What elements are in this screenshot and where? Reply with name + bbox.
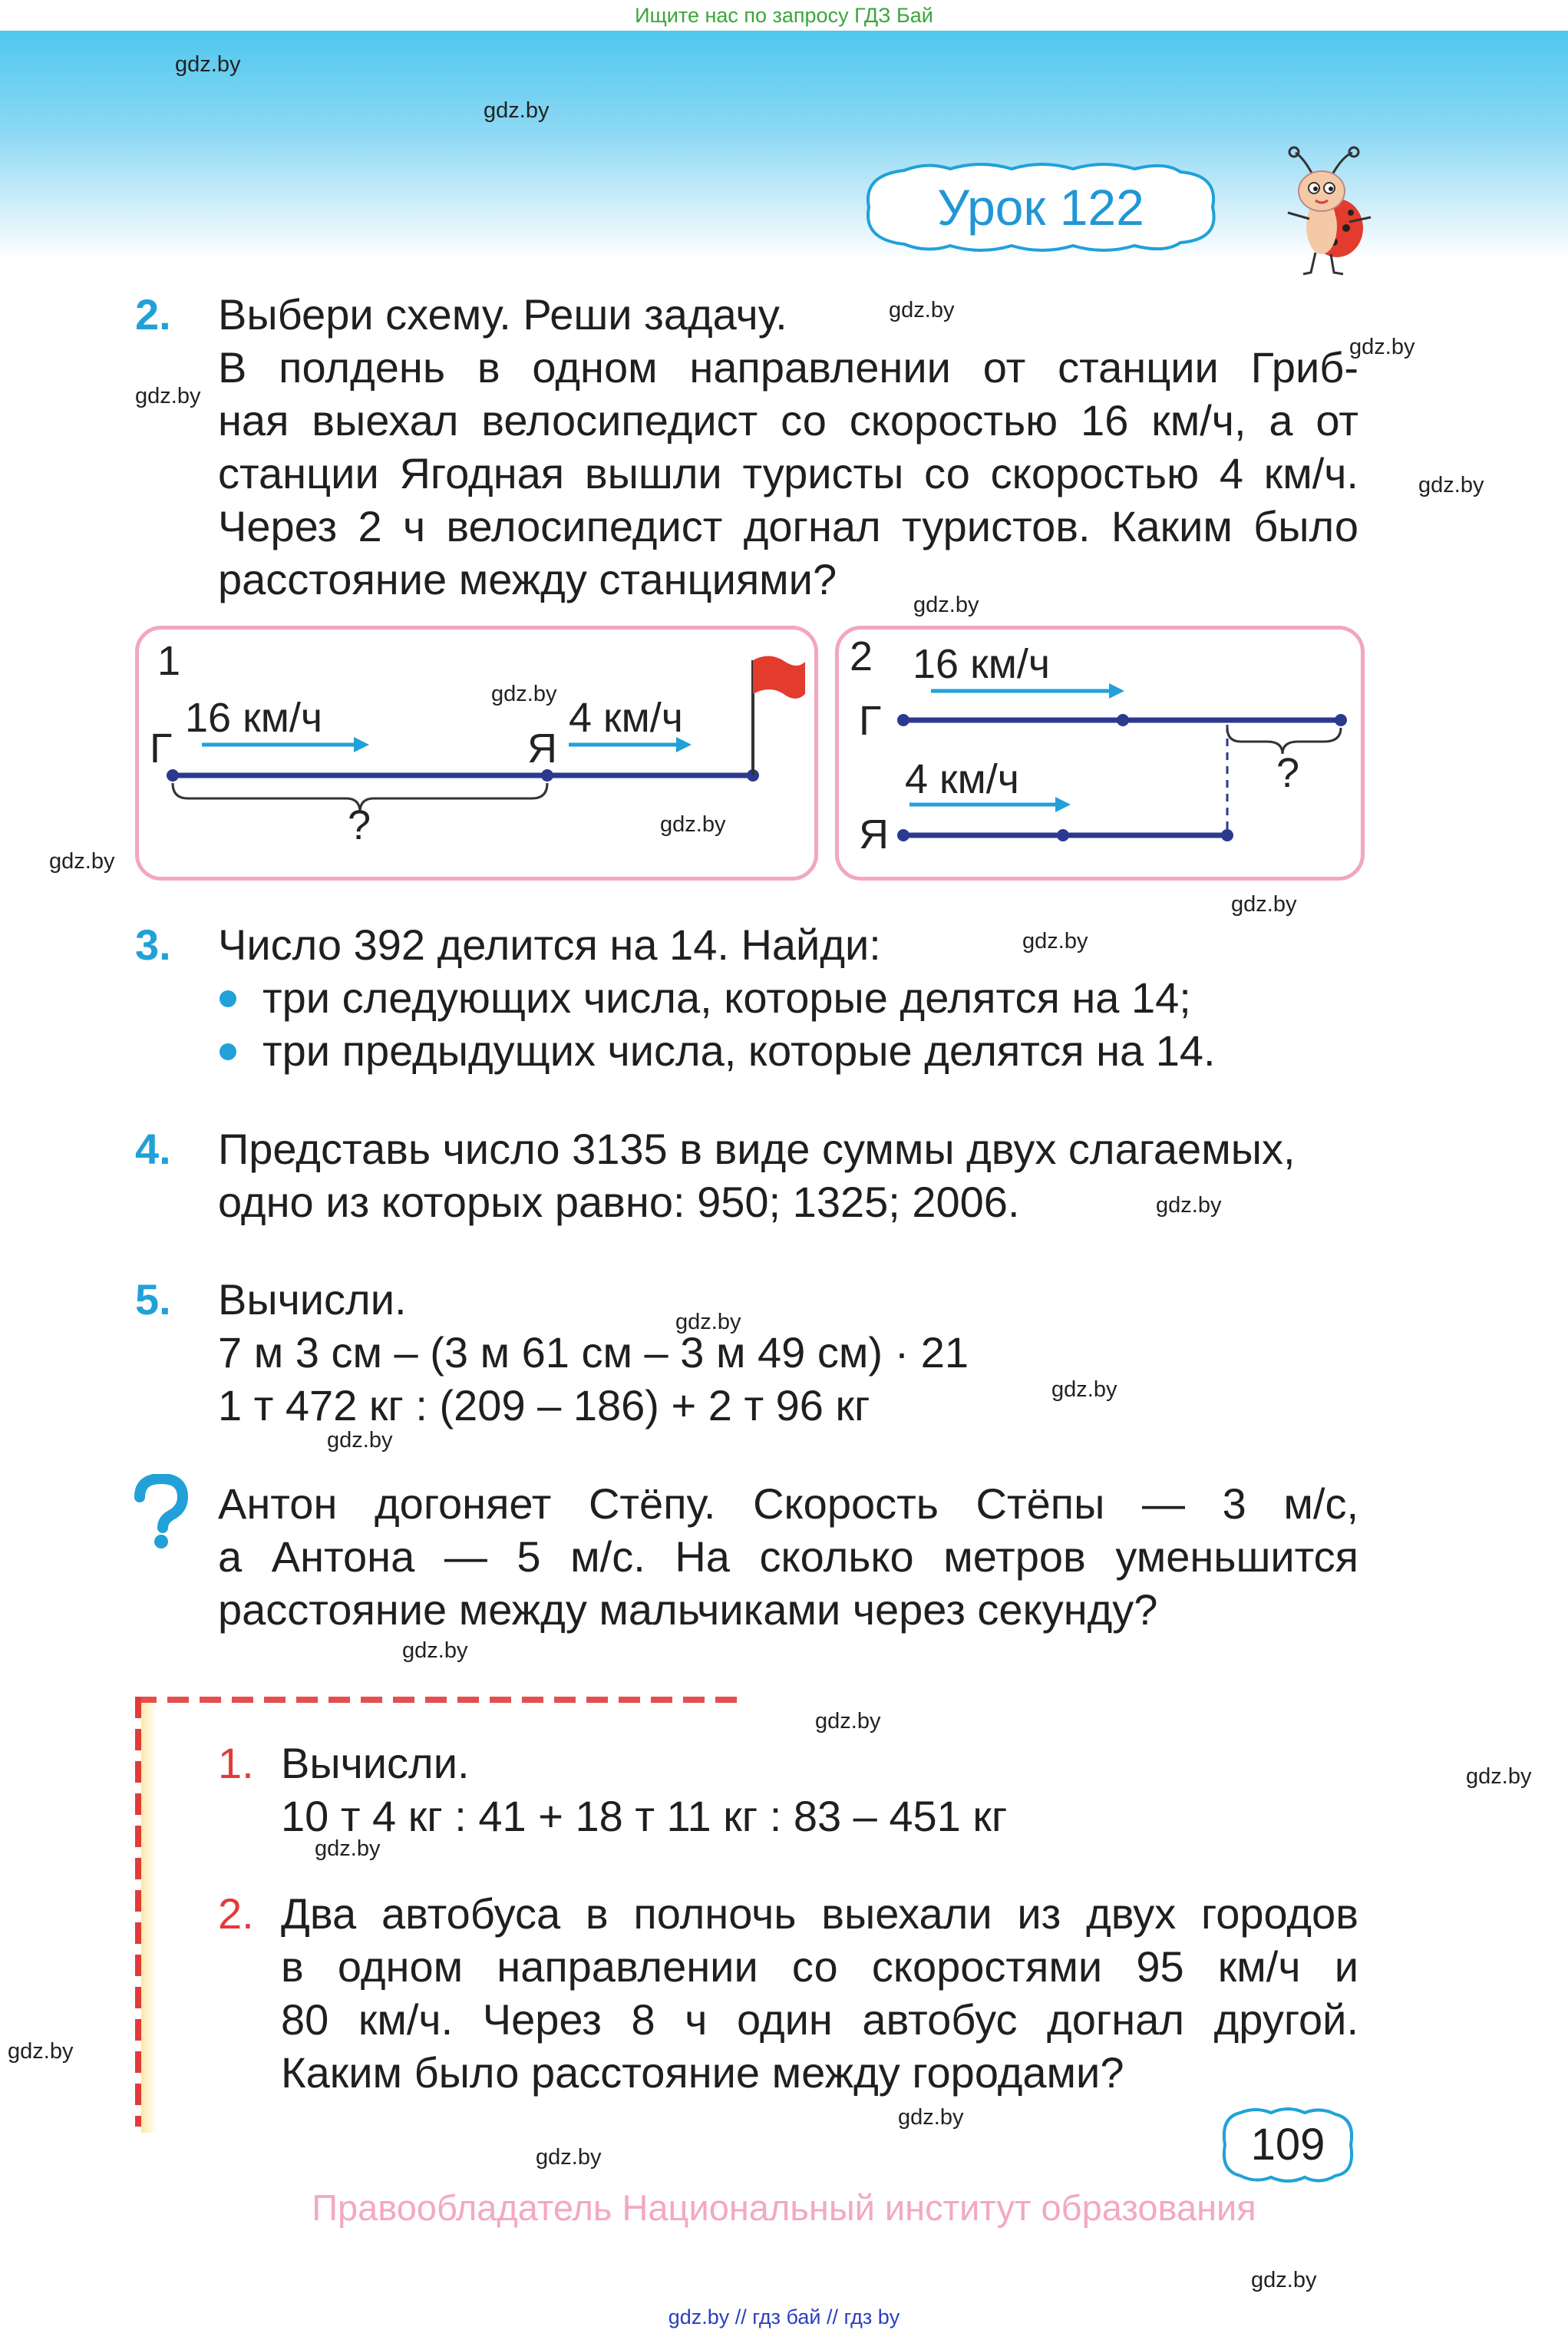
task-3-number: 3. <box>135 920 171 969</box>
scheme-2-speed-2: 4 км/ч <box>905 756 1019 802</box>
watermark: gdz.by <box>536 2145 602 2170</box>
task-5-expression-1: 7 м 3 см – (3 м 61 см – 3 м 49 см) · 21 <box>218 1328 969 1377</box>
watermark: gdz.by <box>815 1709 881 1734</box>
scheme-1-box <box>135 626 818 881</box>
task-5-title: Вычисли. <box>218 1275 407 1324</box>
scheme-1-question: ? <box>348 802 371 848</box>
scheme-1-label-g: Г <box>150 725 173 772</box>
watermark: gdz.by <box>889 298 955 322</box>
scheme-2-label-g: Г <box>859 698 882 744</box>
scheme-1-number: 1 <box>157 638 181 684</box>
watermark: gdz.by <box>1251 2268 1317 2292</box>
home-1-number: 1. <box>218 1739 254 1787</box>
home-2-line-4: Каким было расстояние между городами? <box>281 2048 1124 2097</box>
watermark: gdz.by <box>484 98 550 123</box>
watermark: gdz.by <box>135 384 201 408</box>
task-5-number: 5. <box>135 1275 171 1324</box>
task-2-line-5: расстояние между станциями? <box>218 555 837 603</box>
watermark: gdz.by <box>675 1310 741 1334</box>
home-2-line-3: 80 км/ч. Через 8 ч один автобус догнал другой. <box>281 1995 1358 2044</box>
homework-border-top <box>135 1697 741 1703</box>
scheme-2-box <box>835 626 1365 881</box>
task-4-number: 4. <box>135 1125 171 1173</box>
watermark: gdz.by <box>898 2105 964 2130</box>
watermark: gdz.by <box>49 849 115 874</box>
task-5-expression-2: 1 т 472 кг : (209 – 186) + 2 т 96 кг <box>218 1381 870 1429</box>
puzzle-line-3: расстояние между мальчиками через секунду? <box>218 1585 1158 1634</box>
watermark: gdz.by <box>660 812 726 837</box>
watermark: gdz.by <box>1156 1193 1222 1218</box>
watermark: gdz.by <box>1418 473 1484 497</box>
watermark: gdz.by <box>913 593 979 617</box>
watermark: gdz.by <box>1022 929 1088 954</box>
scheme-2-label-ya: Я <box>859 811 889 858</box>
homework-border-left <box>135 1697 141 2127</box>
watermark: gdz.by <box>1349 335 1415 359</box>
scheme-2-speed-1: 16 км/ч <box>913 641 1050 687</box>
scheme-1-speed-1: 16 км/ч <box>185 695 322 741</box>
page-number-badge <box>1217 2105 1358 2185</box>
puzzle-line-1: Антон догоняет Стёпу. Скорость Стёпы — 3 м/с, <box>218 1479 1358 1528</box>
task-4-line-2: одно из которых равно: 950; 1325; 2006. <box>218 1178 1020 1226</box>
watermark: gdz.by <box>1051 1377 1117 1402</box>
task-2-line-3: станции Ягодная вышли туристы со скоростью 4 км/ч. <box>218 449 1358 497</box>
scheme-2-number: 2 <box>850 633 873 679</box>
task-3-title: Число 392 делится на 14. Найди: <box>218 920 881 969</box>
scheme-1-speed-2: 4 км/ч <box>569 695 683 741</box>
task-2-line-1: В полдень в одном направлении от станции Гриб- <box>218 343 1358 392</box>
scheme-1-diagram <box>139 630 814 877</box>
scheme-2-question: ? <box>1276 750 1300 796</box>
task-3-bullet-2: три предыдущих числа, которые делятся на 14. <box>262 1026 1216 1075</box>
top-note: Ищите нас по запросу ГДЗ Бай <box>635 4 933 27</box>
home-1-title: Вычисли. <box>281 1739 470 1787</box>
task-2-title: Выбери схему. Реши задачу. <box>218 290 787 339</box>
lesson-badge <box>858 160 1223 255</box>
page-number: 109 <box>1250 2120 1325 2170</box>
home-2-line-1: Два автобуса в полночь выехали из двух городов <box>281 1889 1358 1938</box>
ladybug-mascot-icon <box>1273 142 1380 280</box>
home-2-line-2: в одном направлении со скоростями 95 км/ч и <box>281 1942 1358 1991</box>
copyright-text: Правообладатель Национальный институт образования <box>312 2187 1256 2228</box>
task-2-line-2: ная выехал велосипедист со скоростью 16 км/ч, а от <box>218 396 1358 445</box>
homework-border-shade <box>141 1703 157 2133</box>
bullet-icon <box>220 1043 236 1060</box>
footer-links[interactable]: gdz.by // гдз бай // гдз by <box>668 2305 900 2328</box>
question-mark-icon <box>129 1474 190 1551</box>
puzzle-line-2: а Антона — 5 м/с. На сколько метров уменьшится <box>218 1532 1358 1581</box>
watermark: gdz.by <box>1466 1764 1532 1789</box>
task-4-line-1: Представь число 3135 в виде суммы двух слагаемых, <box>218 1125 1296 1173</box>
scheme-1-label-ya: Я <box>527 725 557 772</box>
bullet-icon <box>220 990 236 1007</box>
watermark: gdz.by <box>402 1638 468 1663</box>
watermark: gdz.by <box>1231 892 1297 917</box>
watermark: gdz.by <box>491 682 557 706</box>
home-1-expression: 10 т 4 кг : 41 + 18 т 11 кг : 83 – 451 кг <box>281 1792 1008 1840</box>
scheme-1-flag-icon <box>753 656 805 699</box>
home-2-number: 2. <box>218 1889 254 1938</box>
watermark: gdz.by <box>315 1836 381 1861</box>
task-2-number: 2. <box>135 290 171 339</box>
task-2-line-4: Через 2 ч велосипедист догнал туристов. Каким было <box>218 502 1358 550</box>
watermark: gdz.by <box>327 1428 393 1453</box>
watermark: gdz.by <box>8 2039 74 2064</box>
watermark: gdz.by <box>175 52 241 77</box>
task-3-bullet-1: три следующих числа, которые делятся на 14; <box>262 973 1191 1022</box>
lesson-title: Урок 122 <box>937 179 1144 236</box>
